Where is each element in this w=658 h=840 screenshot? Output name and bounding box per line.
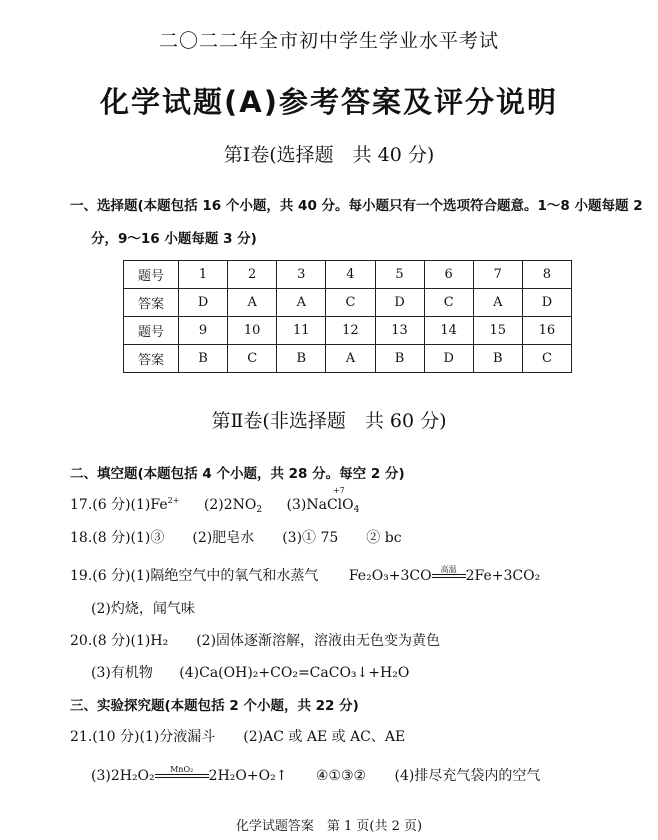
q17-part3: +7 (3)NaClO: [286, 486, 354, 513]
no2-subscript: 2: [256, 505, 263, 515]
answer-cell: C: [326, 289, 375, 317]
q21-part4: (4)排尽充气袋内的空气: [394, 768, 541, 784]
answer-table-row: [124, 289, 572, 317]
fe-charge: 2+: [167, 496, 180, 505]
answer-table: [123, 260, 572, 373]
q19-part1: 19.(6 分)(1)隔绝空气中的氧气和水蒸气: [70, 568, 319, 584]
row-label: 题号: [124, 261, 179, 289]
valence-label: +7: [332, 486, 345, 495]
row-label: 答案: [124, 289, 179, 317]
q19-equation-left: Fe₂O₃+3CO: [348, 568, 432, 584]
clo4-subscript: 4: [353, 505, 360, 515]
answer-cell: B: [375, 345, 424, 373]
answer-cell: 15: [473, 317, 522, 345]
answer-cell: 4: [326, 261, 375, 289]
answer-cell: 12: [326, 317, 375, 345]
question-19: [70, 565, 540, 585]
question-17: [70, 486, 360, 515]
answer-cell: D: [424, 345, 473, 373]
answer-cell: A: [326, 345, 375, 373]
answer-cell: A: [228, 289, 277, 317]
q21-equation-left: (3)2H₂O₂: [91, 768, 155, 784]
question-21: 21.(10 分)(1)分液漏斗 (2)AC 或 AE 或 AC、AE: [70, 729, 406, 745]
q20-part3: (3)有机物: [91, 665, 153, 681]
section-1-heading: 一、选择题(本题包括 16 个小题，共 40 分。每小题只有一个选项符合题意。1～8 小题每题 2: [70, 198, 643, 214]
answer-cell: 11: [277, 317, 326, 345]
answer-cell: 3: [277, 261, 326, 289]
q20-part4: (4)Ca(OH)₂+CO₂=CaCO₃↓+H₂O: [179, 665, 410, 681]
page-footer: 化学试题答案 第 1 页(共 2 页): [235, 819, 423, 834]
answer-cell: C: [424, 289, 473, 317]
section-1-heading-cont: 分，9～16 小题每题 3 分): [91, 231, 257, 247]
answer-cell: B: [277, 345, 326, 373]
answer-cell: 7: [473, 261, 522, 289]
answer-cell: 13: [375, 317, 424, 345]
answer-cell: 14: [424, 317, 473, 345]
question-18: 18.(8 分)(1)③ (2)肥皂水 (3)① 75 ② bc: [70, 530, 402, 546]
answer-cell: B: [473, 345, 522, 373]
answer-cell: D: [179, 289, 228, 317]
q17-part2: (2)2NO: [203, 497, 257, 513]
volume-1-title: 第Ⅰ卷(选择题 共 40 分): [223, 144, 435, 166]
question-21-line2: [91, 765, 540, 785]
q21-equation-right: 2H₂O+O₂↑: [208, 768, 288, 784]
answer-cell: C: [228, 345, 277, 373]
answer-cell: A: [473, 289, 522, 317]
answer-cell: 9: [179, 317, 228, 345]
question-20: 20.(8 分)(1)H₂ (2)固体逐渐溶解，溶液由无色变为黄色: [70, 633, 441, 649]
question-20-line2: [91, 662, 409, 682]
answer-table-row: [124, 345, 572, 373]
answer-cell: A: [277, 289, 326, 317]
answer-cell: D: [375, 289, 424, 317]
exam-title: 二〇二二年全市初中学生学业水平考试: [158, 30, 499, 52]
answer-table-row: [124, 261, 572, 289]
row-label: 题号: [124, 317, 179, 345]
question-19-part2: (2)灼烧，闻气味: [91, 601, 195, 617]
answer-cell: 1: [179, 261, 228, 289]
answer-cell: B: [179, 345, 228, 373]
answer-cell: 10: [228, 317, 277, 345]
row-label: 答案: [124, 345, 179, 373]
answer-cell: 6: [424, 261, 473, 289]
section-3-heading: 三、实验探究题(本题包括 2 个小题，共 22 分): [70, 698, 359, 714]
answer-cell: 2: [228, 261, 277, 289]
answer-cell: C: [522, 345, 571, 373]
answer-cell: D: [522, 289, 571, 317]
q21-order: ④①③②: [315, 768, 367, 784]
document-title: 化学试题(A)参考答案及评分说明: [100, 85, 558, 119]
q19-equation-right: 2Fe+3CO₂: [465, 568, 541, 584]
answer-cell: 5: [375, 261, 424, 289]
catalyst-condition: MnO₂: [155, 774, 209, 778]
section-2-heading: 二、填空题(本题包括 4 个小题，共 28 分。每空 2 分): [70, 466, 405, 482]
q17-part1: 17.(6 分)(1)Fe: [70, 497, 168, 513]
answer-cell: 8: [522, 261, 571, 289]
volume-2-title: 第Ⅱ卷(非选择题 共 60 分): [211, 410, 447, 432]
answer-cell: 16: [522, 317, 571, 345]
reaction-condition: 高温: [432, 574, 466, 578]
answer-table-row: [124, 317, 572, 345]
